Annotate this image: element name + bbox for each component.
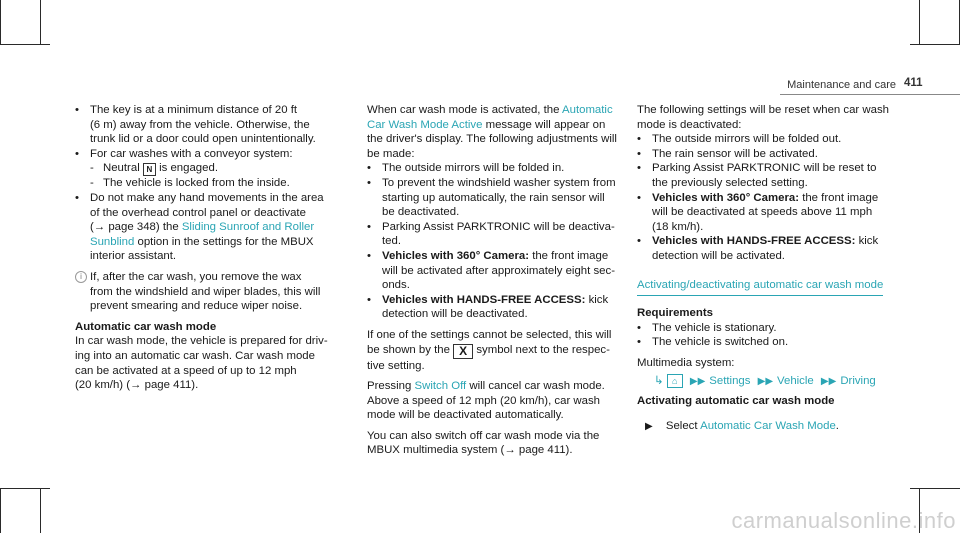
text-line: (6 m) away from the vehicle. Otherwise, the (90, 118, 310, 131)
crop-mark (919, 0, 920, 45)
text-span: option in the settings for the MBUX (137, 235, 314, 248)
text-span: will cancel car wash mode. (469, 380, 605, 393)
text-line: onds. (382, 279, 410, 292)
text-line: The vehicle is switched on. (652, 336, 789, 349)
subsection-heading: Activating/deactivating automatic car wash mode (637, 278, 883, 297)
sub-item: - Neutral N is engaged. (90, 162, 218, 175)
text-line: trunk lid or a door could open unintentionally. (90, 133, 316, 146)
text-span: symbol next to the respec- (476, 343, 610, 356)
switch-off-link[interactable]: Switch Off (414, 380, 467, 393)
info-icon: i (75, 271, 87, 283)
text-line: The rain sensor will be activated. (652, 147, 818, 160)
text-span: When car wash mode is activated, the (367, 104, 560, 116)
menu-driving[interactable]: Driving (840, 374, 876, 387)
text-line: The vehicle is stationary. (652, 321, 777, 334)
text-line: be deactivated. (382, 206, 460, 219)
text-line: tive setting. (367, 359, 425, 372)
text-line: the driver's display. The following adjustments will (367, 133, 617, 146)
bullet-item: • The outside mirrors will be folded in. (367, 161, 627, 176)
text-line: (20 km/h) (→ page 411). (75, 379, 199, 392)
menu-settings[interactable]: Settings (709, 374, 751, 387)
unavailable-symbol-icon: X (453, 344, 473, 359)
text-span: kick (858, 235, 879, 248)
multimedia-label: Multimedia system: (637, 356, 735, 369)
path-arrow-icon: ↳ (654, 374, 664, 387)
car-wash-mode-link[interactable]: Automatic Car Wash Mode (700, 419, 836, 432)
text-span: Neutral (103, 162, 140, 175)
text-line: interior assistant. (90, 250, 177, 263)
text-line: If, after the car wash, you remove the wax (90, 270, 302, 283)
text-line: You can also switch off car wash mode via the (367, 429, 600, 442)
bold-label: Vehicles with HANDS-FREE ACCESS: (652, 235, 856, 248)
neutral-gear-icon: N (143, 163, 156, 176)
crop-mark (0, 488, 50, 489)
sunroof-link[interactable]: Sliding Sunroof and Roller (181, 221, 315, 234)
crop-mark (0, 44, 50, 45)
text-span: Pressing (367, 380, 412, 393)
text-line: will be activated after approximately eight sec- (382, 264, 615, 277)
text-line: ing into an automatic car wash. Car wash mode (75, 349, 315, 362)
crop-mark (910, 44, 960, 45)
bullet-item: • Vehicles with 360° Camera: the front image will be activated after approximately eight sec- onds. (367, 249, 627, 293)
text-line: prevent smearing and reduce wiper noise. (90, 300, 303, 313)
text-line: mode will be deactivated automatically. (367, 409, 564, 422)
text-line: from the windshield and wiper blades, this will (90, 285, 321, 298)
column-left (75, 103, 345, 393)
text-span: . (835, 419, 839, 432)
section-title: Maintenance and care (787, 79, 896, 91)
bullet-item: • Vehicles with HANDS-FREE ACCESS: kick detection will be activated. (637, 234, 897, 263)
menu-path (637, 374, 897, 390)
bold-label: Vehicles with 360° Camera: (652, 191, 800, 204)
text-span: message will appear on (485, 118, 606, 131)
bullet-item: • Parking Assist PARKTRONIC will be deactiva- ted. (367, 220, 627, 249)
double-chevron-icon: ▶▶ (689, 375, 706, 387)
column-right (637, 103, 897, 434)
text-line: If one of the settings cannot be selected, this will (367, 328, 612, 341)
bullet-item: • The rain sensor will be activated. (637, 147, 897, 162)
sub-item: - The vehicle is locked from the inside. (90, 177, 290, 190)
crop-mark (910, 488, 960, 489)
text-line: Parking Assist PARKTRONIC will be deactiva- (382, 220, 615, 233)
text-line: The following settings will be reset when car wash (637, 104, 889, 116)
double-chevron-icon: ▶▶ (820, 375, 837, 387)
text-line: In car wash mode, the vehicle is prepared for driv- (75, 335, 328, 348)
bold-label: Vehicles with 360° Camera: (382, 249, 530, 262)
step-arrow-icon: ▶ (645, 420, 653, 432)
text-line: Do not make any hand movements in the area (90, 191, 324, 204)
text-line: of the overhead control panel or deactivate (90, 206, 306, 219)
text-line: The key is at a minimum distance of 20 ft (90, 104, 298, 116)
text-line: detection will be deactivated. (382, 308, 528, 321)
text-line: the previously selected setting. (652, 176, 808, 189)
text-span: Select (665, 419, 698, 432)
crop-mark (0, 0, 1, 45)
bullet-item: • The vehicle is stationary. (637, 321, 897, 336)
step-item (637, 419, 897, 435)
column-middle (367, 103, 627, 458)
text-line: will be deactivated at speeds above 11 mph (652, 206, 873, 219)
text-span: The vehicle is locked from the inside. (103, 177, 290, 190)
message-link[interactable]: Car Wash Mode Active (367, 118, 483, 131)
text-line: Parking Assist PARKTRONIC will be reset to (652, 162, 877, 175)
page-ref[interactable]: (→ page 348) the (90, 221, 179, 234)
bullet-item: • To prevent the windshield washer system from starting up automatically, the rain sensor will be deactivated. (367, 176, 627, 220)
bullet-item: • Vehicles with HANDS-FREE ACCESS: kick detection will be deactivated. (367, 293, 627, 322)
bullet-item: • The outside mirrors will be folded out. (637, 132, 897, 147)
note-block (75, 270, 345, 314)
header-rule (780, 94, 960, 95)
text-line: The outside mirrors will be folded in. (382, 162, 565, 175)
text-line: detection will be activated. (652, 249, 785, 262)
crop-mark (0, 488, 1, 533)
crop-mark (40, 0, 41, 45)
text-span: the front image (802, 191, 879, 204)
text-line: (18 km/h). (652, 220, 704, 233)
section-heading: Automatic car wash mode (75, 320, 217, 333)
text-line: The outside mirrors will be folded out. (652, 133, 842, 146)
bold-label: Vehicles with HANDS-FREE ACCESS: (382, 293, 586, 306)
text-line: Above a speed of 12 mph (20 km/h), car wash (367, 394, 600, 407)
bullet-item: • Vehicles with 360° Camera: the front image will be deactivated at speeds above 11 mph (18 km/h). (637, 191, 897, 235)
page-number: 411 (904, 77, 923, 89)
procedure-heading: Activating automatic car wash mode (637, 395, 835, 408)
text-line: For car washes with a conveyor system: (90, 147, 293, 160)
text-span: be shown by the (367, 343, 450, 356)
text-line: be made: (367, 147, 415, 160)
message-link[interactable]: Automatic (562, 104, 613, 116)
home-icon[interactable]: ⌂ (667, 374, 683, 388)
bullet-item: • The vehicle is switched on. (637, 335, 897, 350)
text-line: mode is deactivated: (637, 118, 742, 131)
text-span: is engaged. (159, 162, 218, 175)
text-line: MBUX multimedia system (→ page 411). (367, 444, 573, 457)
menu-vehicle[interactable]: Vehicle (777, 374, 814, 387)
requirements-heading: Requirements (637, 307, 713, 320)
text-line: can be activated at a speed of up to 12 mph (75, 364, 297, 377)
crop-mark (40, 488, 41, 533)
text-line: ted. (382, 235, 401, 248)
bullet-item: • Do not make any hand movements in the area of the overhead control panel or deactivate (→ page 348) the Sliding Sunroof and Roller Sunblind option in the settings for the MBUX interior assistant. (75, 191, 345, 264)
bullet-item: • For car washes with a conveyor system: (75, 147, 345, 162)
text-span: the front image (532, 249, 609, 262)
text-line: To prevent the windshield washer system from (382, 176, 616, 189)
bullet-item: • Parking Assist PARKTRONIC will be reset to the previously selected setting. (637, 161, 897, 190)
double-chevron-icon: ▶▶ (757, 375, 774, 387)
watermark: carmanualsonline.info (731, 508, 956, 533)
sunroof-link[interactable]: Sunblind (90, 235, 135, 248)
text-span: kick (588, 293, 609, 306)
bullet-item: • The key is at a minimum distance of 20 ft (6 m) away from the vehicle. Otherwise, the trunk lid or a door could open unintentionally. (75, 103, 345, 147)
text-line: starting up automatically, the rain sensor will (382, 191, 605, 204)
